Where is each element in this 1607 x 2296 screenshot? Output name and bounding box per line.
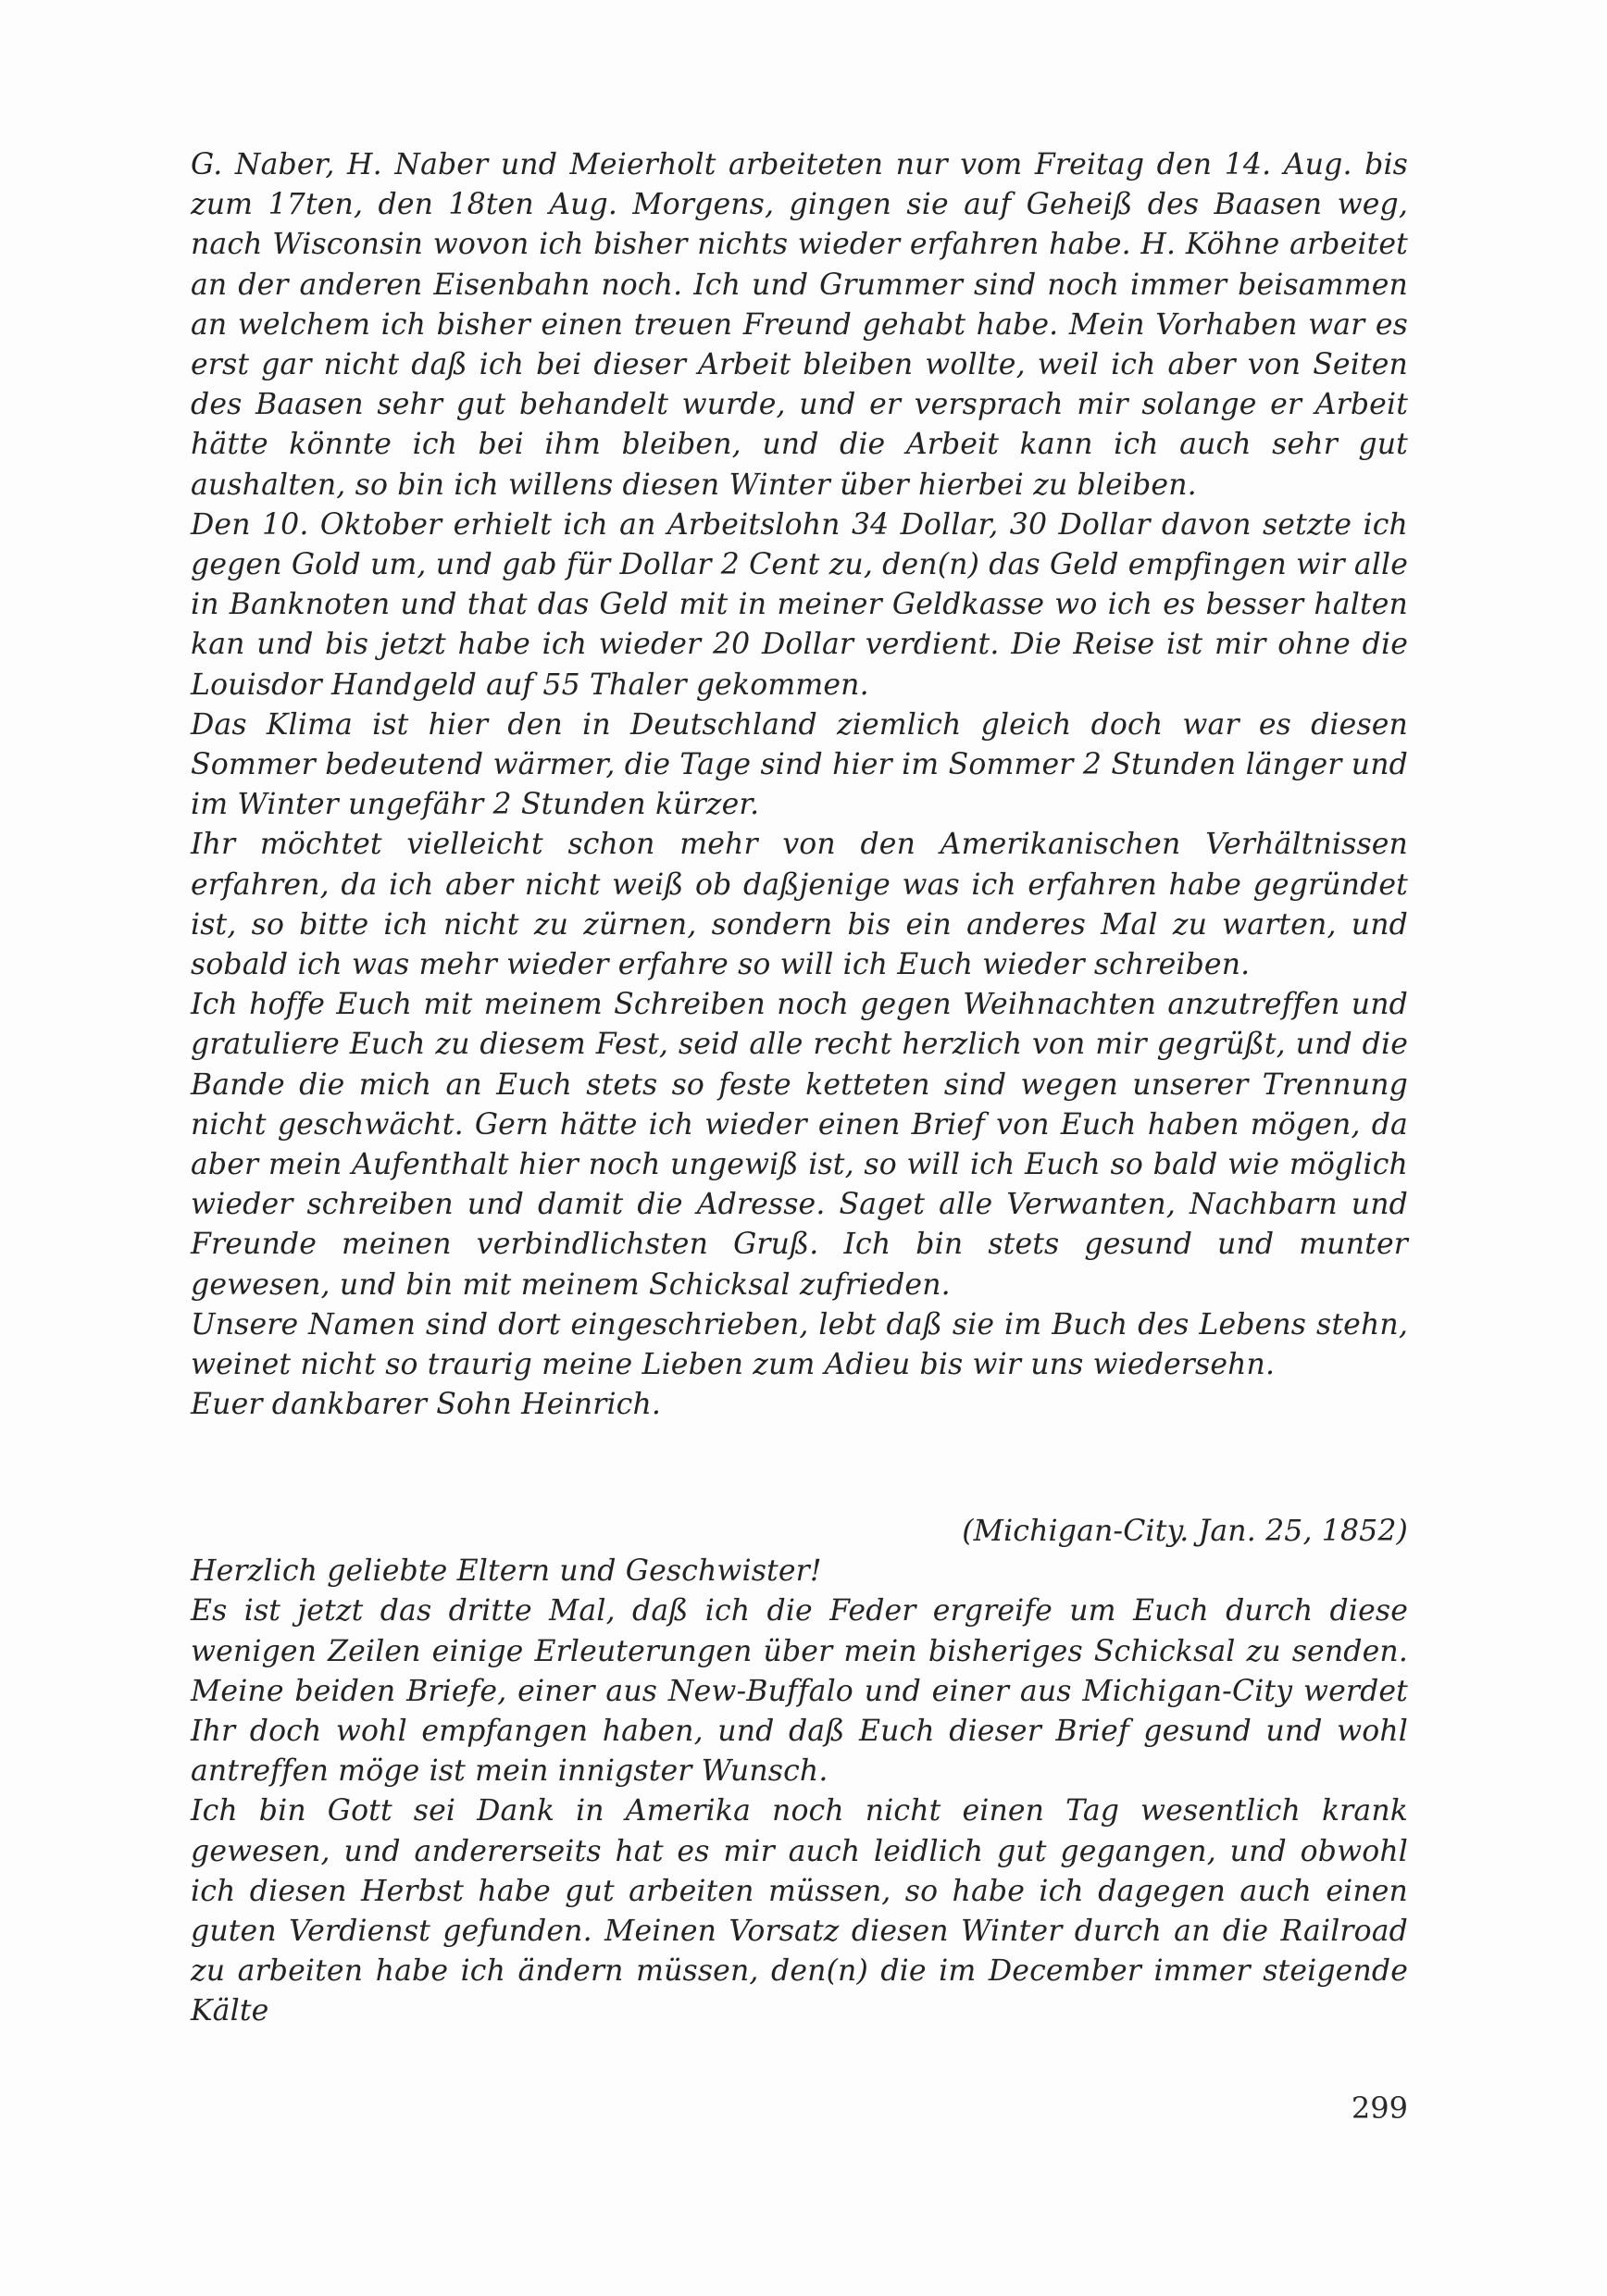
letter-1-paragraph-6: Unsere Namen sind dort eingeschrieben, lebt daß sie im Buch des Lebens stehn, weinet nicht so traurig meine Lieben zum Adieu bis wir uns wiedersehn. bbox=[191, 1307, 1408, 1382]
letter-2-paragraph-2: Ich bin Gott sei Dank in Amerika noch nicht einen Tag wesentlich krank gewesen, und andererseits hat es mir auch leidlich gut gegangen, und obwohl ich diesen Herbst habe gut arbeiten müssen, so habe ich dagegen auch einen guten Verdienst gefunden. Meinen Vorsatz diesen Winter durch an die Railroad zu arbeiten habe ich ändern müssen, den(n) die im December immer steigende Kälte bbox=[191, 1794, 1408, 2028]
letter-1-paragraph-4: Ihr möchtet vielleicht schon mehr von den Amerikanischen Verhältnissen erfahren, da ich aber nicht weiß ob daßjenige was ich erfahren habe gegründet ist, so bitte ich nicht zu zürnen, sondern bis ein anderes Mal zu warten, und sobald ich was mehr wieder erfahre so will ich Euch wieder schreiben. bbox=[191, 828, 1408, 982]
letter-1-signoff: Euer dankbarer Sohn Heinrich. bbox=[191, 1388, 662, 1422]
letter-2-paragraph-1: Es ist jetzt das dritte Mal, daß ich die Feder ergreife um Euch durch diese wenigen Zeilen einige Erleuterungen über mein bisheriges Schicksal zu senden. Meine beiden Briefe, einer aus New-Buffalo und einer aus Michigan-City werdet Ihr doch wohl empfangen haben, und daß Euch dieser Brief gesund und wohl antreffen möge ist mein innigster Wunsch. bbox=[191, 1594, 1408, 1789]
letter-2-salutation: Herzlich geliebte Eltern und Geschwister! bbox=[191, 1554, 822, 1589]
letter-1-paragraph-3: Das Klima ist hier den in Deutschland ziemlich gleich doch war es diesen Sommer bedeutend wärmer, die Tage sind hier im Sommer 2 Stunden länger und im Winter ungefähr 2 Stunden kürzer. bbox=[191, 707, 1408, 822]
letter-1 bbox=[191, 145, 1408, 1426]
page-number: 299 bbox=[1351, 2090, 1408, 2126]
letter-1-paragraph-5: Ich hoffe Euch mit meinem Schreiben noch gegen Weihnachten anzutreffen und gratuliere Euch zu diesem Fest, seid alle recht herzlich von mir gegrüßt, und die Bande die mich an Euch stets so feste ketteten sind wegen unserer Trennung nicht geschwächt. Gern hätte ich wieder einen Brief von Euch haben mögen, da aber mein Aufenthalt hier noch ungewiß ist, so will ich Euch so bald wie möglich wieder schreiben und damit die Adresse. Saget alle Verwanten, Nachbarn und Freunde meinen verbindlichsten Gruß. Ich bin stets gesund und munter gewesen, und bin mit meinem Schicksal zufrieden. bbox=[191, 988, 1408, 1302]
letter-2-dateline: (Michigan-City. Jan. 25, 1852) bbox=[962, 1515, 1408, 1548]
letter-2 bbox=[191, 1512, 1408, 2032]
letter-1-paragraph-2: Den 10. Oktober erhielt ich an Arbeitslohn 34 Dollar, 30 Dollar davon setzte ich gegen Gold um, und gab für Dollar 2 Cent zu, den(n) das Geld empfingen wir alle in Banknoten und that das Geld mit in meiner Geldkasse wo ich es besser halten kan und bis jetzt habe ich wieder 20 Dollar verdient. Die Reise ist mir ohne die Louisdor Handgeld auf 55 Thaler gekommen. bbox=[191, 507, 1408, 702]
letter-1-paragraph-1: G. Naber, H. Naber und Meierholt arbeiteten nur vom Freitag den 14. Aug. bis zum 17ten, den 18ten Aug. Morgens, gingen sie auf Geheiß des Baasen weg, nach Wisconsin wovon ich bisher nichts wieder erfahren habe. H. Köhne arbeitet an der anderen Eisenbahn noch. Ich und Grummer sind noch immer beisammen an welchem ich bisher einen treuen Freund gehabt habe. Mein Vorhaben war es erst gar nicht daß ich bei dieser Arbeit bleiben wollte, weil ich aber von Seiten des Baasen sehr gut behandelt wurde, und er versprach mir solange er Arbeit hätte könnte ich bei ihm bleiben, und die Arbeit kann ich auch sehr gut aushalten, so bin ich willens diesen Winter über hierbei zu bleiben. bbox=[191, 148, 1408, 502]
